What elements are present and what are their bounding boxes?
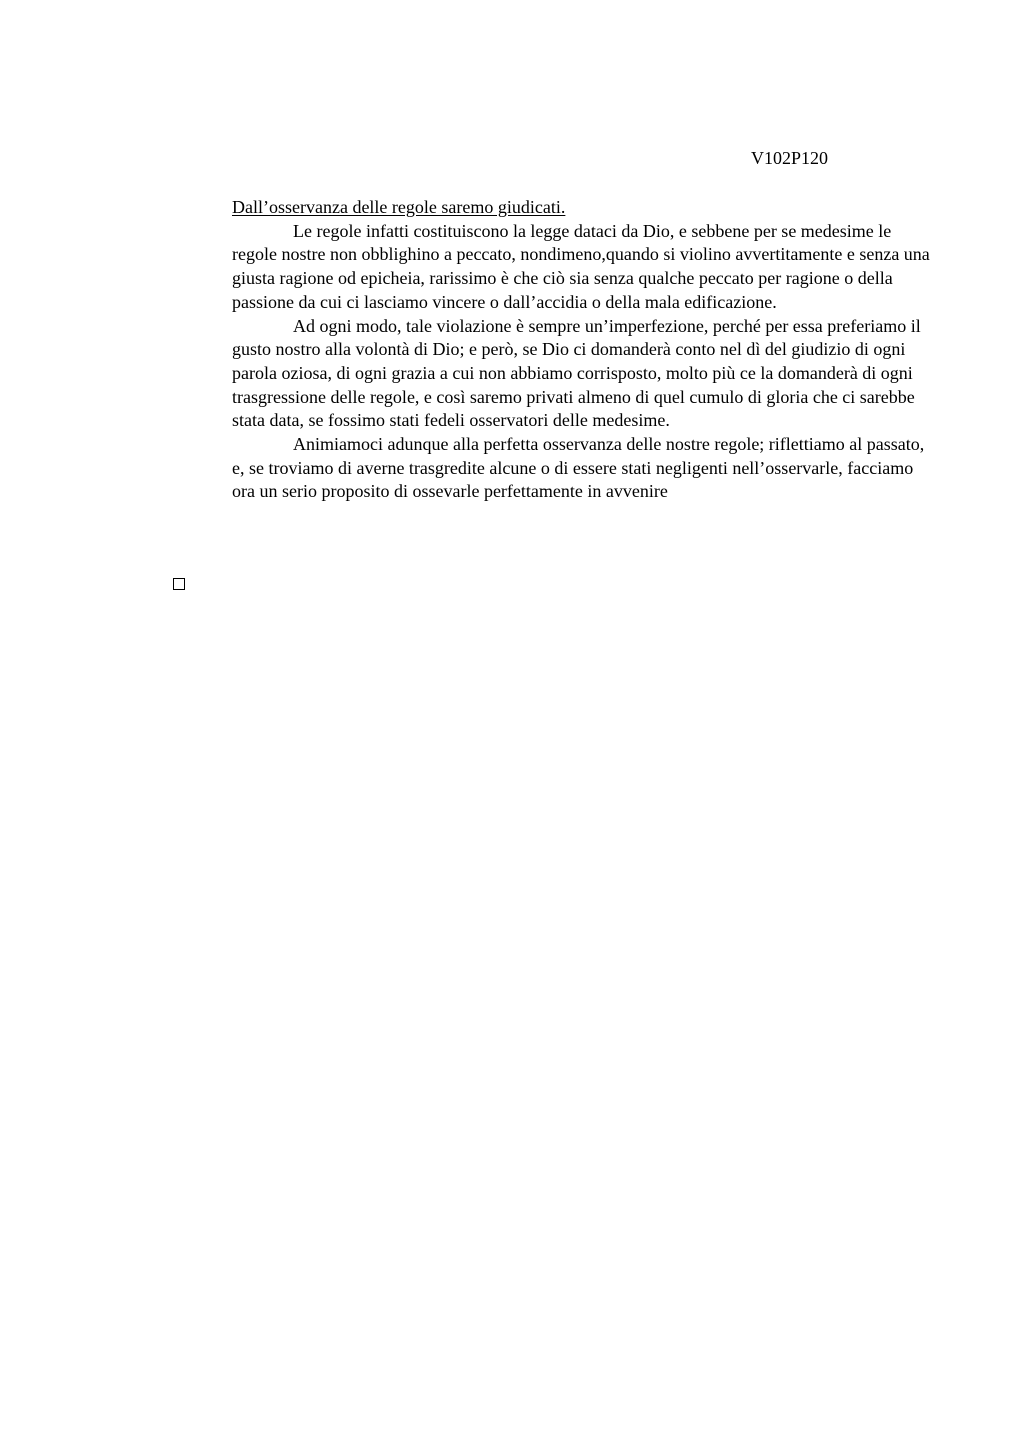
section-heading <box>232 196 932 220</box>
section-heading-text: Dall’osservanza delle regole saremo giudicati. <box>232 197 566 217</box>
paragraph-2: Ad ogni modo, tale violazione è sempre un’imperfezione, perché per essa preferiamo il gusto nostro alla volontà di Dio; e però, se Dio ci domanderà conto nel dì del giudizio di ogni parola oziosa, di ogni grazia a cui non abbiamo corrisposto, molto più ce la domanderà di ogni trasgressione delle regole, e così saremo privati almeno di quel cumulo di gloria che ci sarebbe stata data, se fossimo stati fedeli osservatori delle medesime. <box>232 315 921 431</box>
document-body <box>232 196 932 504</box>
paragraph-3: Animiamoci adunque alla perfetta osservanza delle nostre regole; riflettiamo al passato, e, se troviamo di averne trasgredite alcune o di essere stati negligenti nell’osservarle, facciamo ora un serio proposito di ossevarle perfettamente in avvenire <box>232 434 925 502</box>
page-reference: V102P120 <box>751 148 829 168</box>
empty-square-icon <box>173 578 185 590</box>
paragraph-1: Le regole infatti costituiscono la legge dataci da Dio, e sebbene per se medesime le regole nostre non obblighino a peccato, nondimeno,quando si violino avvertitamente e senza una giusta ragione od epicheia, rarissimo è che ciò sia senza qualche peccato per ragione o della passione da cui ci lasciamo vincere o dall’accidia o della mala edificazione. <box>232 220 930 312</box>
